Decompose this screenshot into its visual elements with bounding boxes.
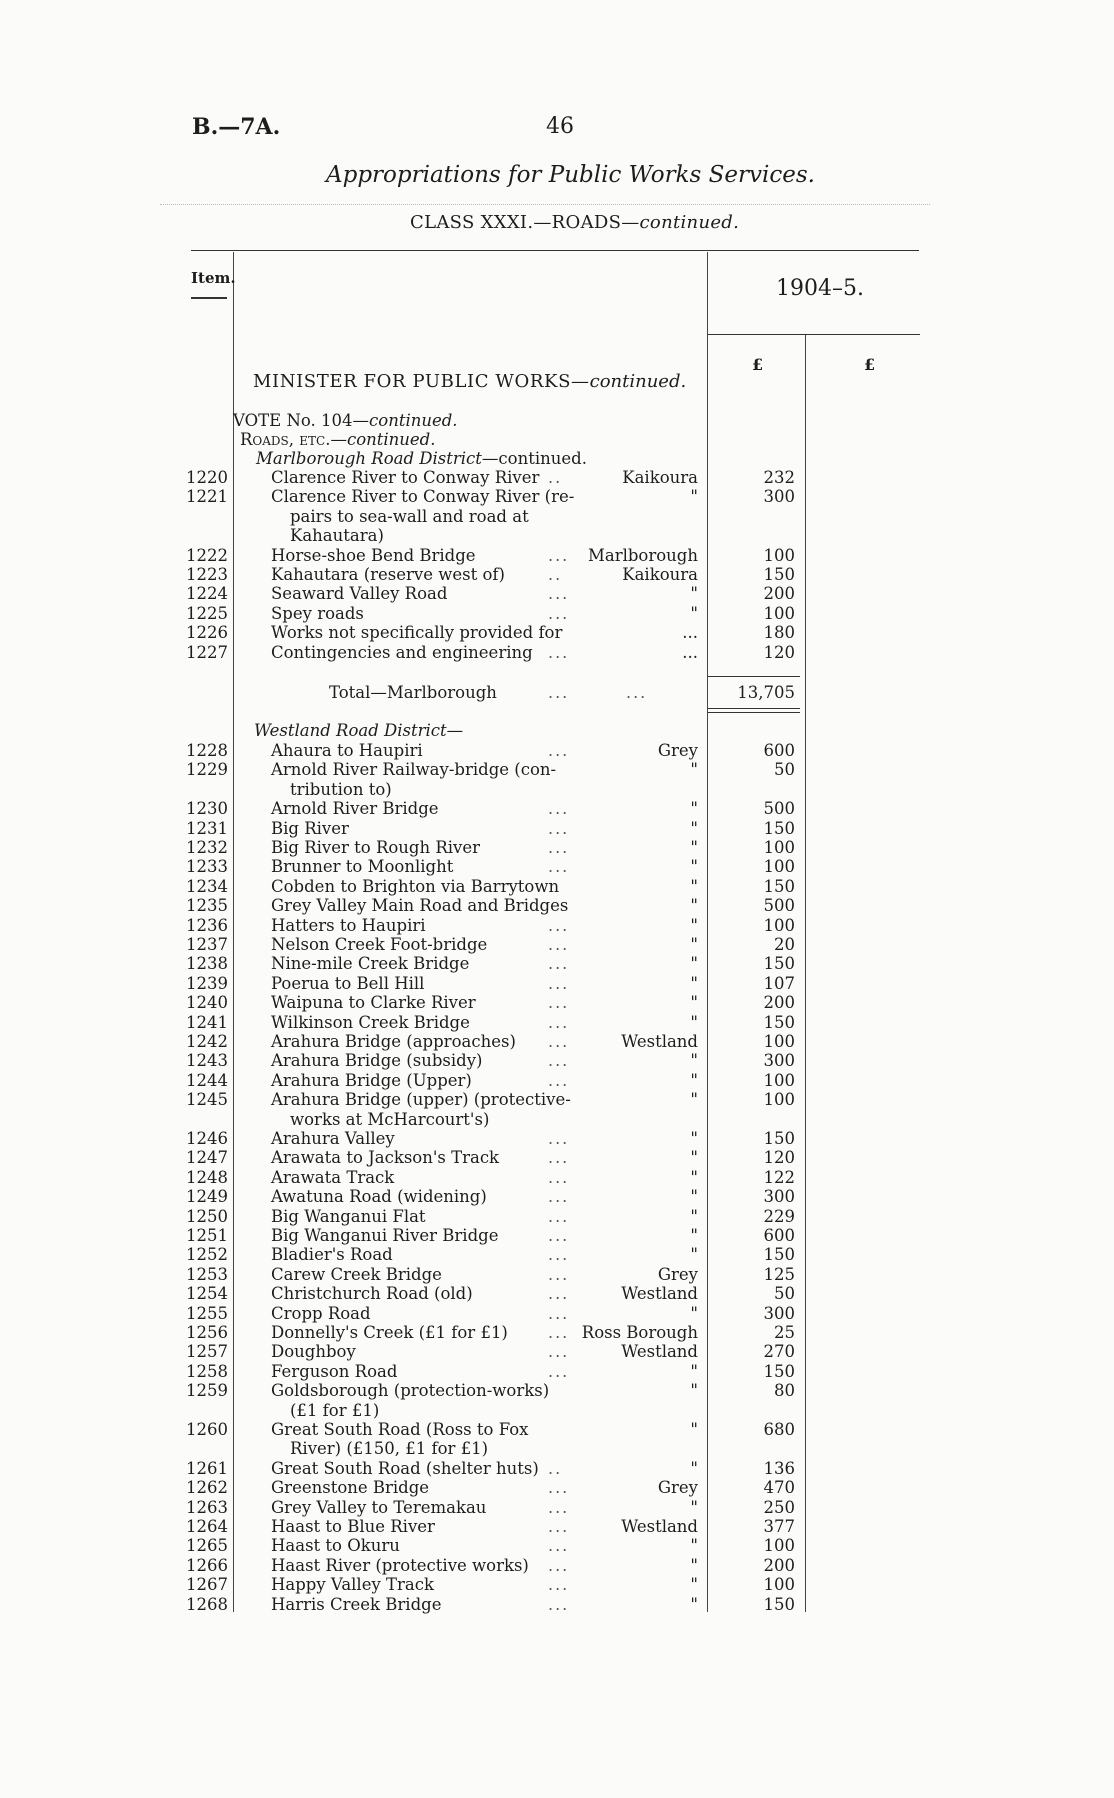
item-description: Waipuna to Clarke River [271, 993, 476, 1013]
currency-header-2: £ [864, 355, 876, 374]
class-heading: CLASS XXXI.—ROADS—continued. [410, 212, 740, 233]
item-number: 1231 [186, 818, 228, 838]
item-description: Arawata Track [271, 1167, 395, 1187]
amount: 100 [763, 857, 795, 877]
electoral-district: " [690, 603, 698, 623]
electoral-district: Kaikoura [622, 565, 698, 584]
amount: 120 [763, 642, 795, 662]
amount: 122 [763, 1167, 795, 1187]
item-description: Arahura Bridge (upper) (protective- [271, 1090, 571, 1110]
item-description: Nine-mile Creek Bridge [271, 954, 470, 974]
amount: 150 [763, 1594, 795, 1614]
item-number: 1268 [186, 1594, 228, 1614]
district-column-rule [707, 252, 708, 1612]
amount: 200 [763, 584, 795, 604]
amount: 150 [763, 565, 795, 584]
electoral-district: Marlborough [587, 545, 698, 565]
item-number: 1223 [186, 565, 228, 584]
electoral-district: " [690, 1381, 698, 1401]
leader-dots: ... [548, 1497, 570, 1517]
electoral-district: ... [682, 623, 698, 643]
leader-dots: ... [548, 1575, 570, 1595]
leader-dots: ... [548, 799, 570, 819]
item-number: 1228 [186, 741, 228, 760]
amount: 80 [774, 1381, 795, 1401]
item-number: 1235 [186, 896, 228, 916]
amount: 270 [763, 1342, 795, 1362]
leader-dots: ... [548, 1536, 570, 1556]
total-dots: ... [626, 683, 648, 702]
minister-heading: MINISTER FOR PUBLIC WORKS—continued. [253, 371, 687, 392]
item-number: 1232 [186, 838, 228, 857]
item-description: Donnelly's Creek (£1 for £1) [271, 1323, 508, 1342]
leader-dots: ... [548, 1032, 570, 1051]
item-number: 1238 [186, 954, 228, 974]
item-number: 1225 [186, 603, 228, 623]
item-description: Doughboy [271, 1342, 356, 1362]
electoral-district: Grey [657, 1264, 698, 1284]
amount: 136 [763, 1458, 795, 1478]
electoral-district: Ross Borough [581, 1323, 698, 1342]
item-description: Haast River (protective works) [271, 1555, 529, 1575]
amount: 377 [763, 1517, 795, 1536]
amount: 100 [763, 603, 795, 623]
amount: 200 [763, 1555, 795, 1575]
electoral-district: " [690, 1361, 698, 1381]
item-number: 1236 [186, 915, 228, 935]
item-number: 1263 [186, 1497, 228, 1517]
item-number: 1255 [186, 1303, 228, 1323]
item-header-rule [191, 297, 227, 299]
amount: 180 [763, 623, 795, 643]
item-number: 1259 [186, 1381, 228, 1401]
item-number: 1233 [186, 857, 228, 877]
item-description: Arahura Bridge (approaches) [271, 1032, 516, 1051]
item-number: 1241 [186, 1012, 228, 1032]
item-description: works at McHarcourt's) [290, 1109, 490, 1129]
leader-dots: ... [548, 1245, 570, 1265]
item-description: Goldsborough (protection-works) [271, 1381, 550, 1401]
item-description: Harris Creek Bridge [271, 1594, 442, 1614]
page-number: 46 [546, 114, 574, 139]
electoral-district: " [690, 876, 698, 896]
item-description: Kahautara (reserve west of) [271, 565, 505, 584]
item-number: 1266 [186, 1555, 228, 1575]
leader-dots: ... [548, 838, 570, 857]
item-description: Arnold River Bridge [271, 799, 439, 819]
total-label: Total—Marlborough [329, 683, 497, 702]
leader-dots: .. [548, 565, 563, 584]
leader-dots: ... [548, 603, 570, 623]
westland-heading: Westland Road District— [254, 721, 464, 740]
amount: 150 [763, 1361, 795, 1381]
year-underline [708, 334, 920, 335]
total-amount: 13,705 [737, 683, 795, 702]
electoral-district: " [690, 954, 698, 974]
total-rule [708, 712, 800, 713]
electoral-district: " [690, 760, 698, 780]
amount: 120 [763, 1148, 795, 1168]
currency-header-1: £ [752, 355, 764, 374]
electoral-district: ... [682, 642, 698, 662]
electoral-district: " [690, 584, 698, 604]
electoral-district: Westland [621, 1032, 698, 1051]
page-title: Appropriations for Public Works Services. [326, 162, 815, 188]
electoral-district: " [690, 1051, 698, 1071]
amount: 50 [774, 760, 795, 780]
item-number: 1249 [186, 1187, 228, 1207]
leader-dots: ... [548, 642, 570, 662]
item-description: Wilkinson Creek Bridge [271, 1012, 470, 1032]
item-number: 1242 [186, 1032, 228, 1051]
marlborough-heading: Marlborough Road District—continued. [256, 449, 587, 468]
electoral-district: " [690, 857, 698, 877]
leader-dots: ... [548, 1226, 570, 1245]
leader-dots: .. [548, 468, 563, 487]
item-number: 1256 [186, 1323, 228, 1342]
electoral-district: " [690, 1012, 698, 1032]
leader-dots: ... [548, 935, 570, 954]
item-description: Spey roads [271, 603, 364, 623]
item-number: 1265 [186, 1536, 228, 1556]
amount: 229 [763, 1206, 795, 1226]
item-number: 1224 [186, 584, 228, 604]
amount: 125 [763, 1264, 795, 1284]
item-number: 1230 [186, 799, 228, 819]
item-number: 1247 [186, 1148, 228, 1168]
electoral-district: Westland [621, 1517, 698, 1536]
item-description: Nelson Creek Foot-bridge [271, 935, 488, 954]
leader-dots: ... [548, 584, 570, 604]
amount: 200 [763, 993, 795, 1013]
item-description: Big Wanganui River Bridge [271, 1226, 499, 1245]
amount: 300 [763, 1303, 795, 1323]
item-number: 1253 [186, 1264, 228, 1284]
item-number: 1250 [186, 1206, 228, 1226]
item-description: (£1 for £1) [290, 1400, 380, 1420]
leader-dots: ... [548, 1148, 570, 1168]
item-description: Poerua to Bell Hill [271, 973, 425, 993]
electoral-district: " [690, 1167, 698, 1187]
item-description: Ahaura to Haupiri [271, 741, 423, 760]
item-column-header: Item. [191, 269, 236, 287]
item-number: 1229 [186, 760, 228, 780]
item-description: Christchurch Road (old) [271, 1284, 473, 1304]
item-description: Big River [271, 818, 349, 838]
item-description: Works not specifically provided for [271, 623, 563, 643]
electoral-district: " [690, 915, 698, 935]
item-number: 1237 [186, 935, 228, 954]
item-description: Awatuna Road (widening) [271, 1187, 487, 1207]
electoral-district: " [690, 1594, 698, 1614]
leader-dots: ... [548, 1342, 570, 1362]
amount: 150 [763, 876, 795, 896]
leader-dots: ... [548, 993, 570, 1013]
item-description: Cropp Road [271, 1303, 371, 1323]
electoral-district: " [690, 1206, 698, 1226]
item-description: Haast to Blue River [271, 1517, 435, 1536]
leader-dots: ... [548, 857, 570, 877]
total-rule [708, 708, 800, 709]
electoral-district: Westland [621, 1284, 698, 1304]
electoral-district: " [690, 487, 698, 507]
item-number: 1252 [186, 1245, 228, 1265]
item-number: 1262 [186, 1478, 228, 1498]
item-column-rule [233, 252, 234, 1612]
electoral-district: " [690, 1187, 698, 1207]
amount: 250 [763, 1497, 795, 1517]
item-number: 1240 [186, 993, 228, 1013]
item-description: Arnold River Railway-bridge (con- [271, 760, 557, 780]
item-description: River) (£150, £1 for £1) [290, 1439, 489, 1459]
amount: 150 [763, 1245, 795, 1265]
item-number: 1245 [186, 1090, 228, 1110]
item-number: 1221 [186, 487, 228, 507]
electoral-district: " [690, 993, 698, 1013]
amount: 107 [763, 973, 795, 993]
amount: 100 [763, 915, 795, 935]
item-description: tribution to) [290, 779, 392, 799]
item-description: pairs to sea-wall and road at [290, 506, 529, 526]
leader-dots: ... [548, 973, 570, 993]
item-description: Horse-shoe Bend Bridge [271, 545, 476, 565]
item-description: Big Wanganui Flat [271, 1206, 426, 1226]
item-description: Clarence River to Conway River [271, 468, 540, 487]
item-description: Haast to Okuru [271, 1536, 400, 1556]
amount: 600 [763, 1226, 795, 1245]
item-description: Arahura Bridge (subsidy) [271, 1051, 483, 1071]
amount: 470 [763, 1478, 795, 1498]
electoral-district: " [690, 1575, 698, 1595]
item-number: 1244 [186, 1070, 228, 1090]
amount: 100 [763, 1032, 795, 1051]
amount: 300 [763, 487, 795, 507]
amount-column-rule [805, 334, 806, 1612]
leader-dots: ... [548, 1264, 570, 1284]
amount: 100 [763, 838, 795, 857]
item-description: Bladier's Road [271, 1245, 393, 1265]
amount: 100 [763, 545, 795, 565]
year-header: 1904–5. [776, 276, 864, 301]
item-number: 1251 [186, 1226, 228, 1245]
item-number: 1257 [186, 1342, 228, 1362]
leader-dots: ... [548, 1070, 570, 1090]
leader-dots: ... [548, 1129, 570, 1148]
electoral-district: " [690, 1226, 698, 1245]
title-divider [160, 204, 930, 205]
leader-dots: ... [548, 1303, 570, 1323]
amount: 300 [763, 1051, 795, 1071]
vote-heading: VOTE No. 104—continued. [233, 411, 458, 430]
item-description: Clarence River to Conway River (re- [271, 487, 575, 507]
item-number: 1227 [186, 642, 228, 662]
item-description: Contingencies and engineering [271, 642, 533, 662]
item-number: 1258 [186, 1361, 228, 1381]
item-description: Hatters to Haupiri [271, 915, 426, 935]
electoral-district: " [690, 1070, 698, 1090]
electoral-district: " [690, 1536, 698, 1556]
electoral-district: " [690, 973, 698, 993]
leader-dots: .. [548, 1458, 563, 1478]
total-dots: ... [548, 683, 570, 702]
item-number: 1261 [186, 1458, 228, 1478]
amount: 20 [774, 935, 795, 954]
item-number: 1239 [186, 973, 228, 993]
item-number: 1226 [186, 623, 228, 643]
amount: 50 [774, 1284, 795, 1304]
electoral-district: " [690, 799, 698, 819]
electoral-district: Grey [657, 741, 698, 760]
item-description: Happy Valley Track [271, 1575, 435, 1595]
leader-dots: ... [548, 1361, 570, 1381]
electoral-district: " [690, 838, 698, 857]
leader-dots: ... [548, 1594, 570, 1614]
leader-dots: ... [548, 1012, 570, 1032]
amount: 680 [763, 1420, 795, 1439]
item-description: Brunner to Moonlight [271, 857, 454, 877]
item-description: Grey Valley Main Road and Bridges [271, 896, 569, 916]
electoral-district: " [690, 1245, 698, 1265]
electoral-district: " [690, 1148, 698, 1168]
amount: 150 [763, 1012, 795, 1032]
electoral-district: " [690, 935, 698, 954]
electoral-district: " [690, 1129, 698, 1148]
amount: 150 [763, 1129, 795, 1148]
amount: 500 [763, 896, 795, 916]
amount: 25 [774, 1323, 795, 1342]
amount: 100 [763, 1070, 795, 1090]
item-description: Seaward Valley Road [271, 584, 448, 604]
item-description: Greenstone Bridge [271, 1478, 430, 1498]
amount: 100 [763, 1090, 795, 1110]
item-number: 1234 [186, 876, 228, 896]
item-number: 1254 [186, 1284, 228, 1304]
amount: 600 [763, 741, 795, 760]
item-number: 1267 [186, 1575, 228, 1595]
electoral-district: Kaikoura [622, 468, 698, 487]
amount: 232 [763, 468, 795, 487]
electoral-district: " [690, 818, 698, 838]
amount: 300 [763, 1187, 795, 1207]
electoral-district: Westland [621, 1342, 698, 1362]
leader-dots: ... [548, 1323, 570, 1342]
amount: 500 [763, 799, 795, 819]
leader-dots: ... [548, 1051, 570, 1071]
leader-dots: ... [548, 1167, 570, 1187]
item-description: Big River to Rough River [271, 838, 481, 857]
electoral-district: " [690, 1090, 698, 1110]
item-description: Arahura Bridge (Upper) [271, 1070, 472, 1090]
leader-dots: ... [548, 954, 570, 974]
subtotal-rule [708, 676, 800, 677]
item-number: 1222 [186, 545, 228, 565]
leader-dots: ... [548, 818, 570, 838]
item-number: 1248 [186, 1167, 228, 1187]
leader-dots: ... [548, 741, 570, 760]
electoral-district: " [690, 1555, 698, 1575]
leader-dots: ... [548, 915, 570, 935]
item-description: Ferguson Road [271, 1361, 398, 1381]
item-description: Great South Road (Ross to Fox [271, 1420, 529, 1439]
item-description: Grey Valley to Teremakau [271, 1497, 487, 1517]
amount: 100 [763, 1575, 795, 1595]
item-number: 1260 [186, 1420, 228, 1439]
leader-dots: ... [548, 545, 570, 565]
item-description: Cobden to Brighton via Barrytown [271, 876, 560, 896]
leader-dots: ... [548, 1555, 570, 1575]
electoral-district: " [690, 1497, 698, 1517]
amount: 100 [763, 1536, 795, 1556]
item-description: Great South Road (shelter huts) [271, 1458, 539, 1478]
electoral-district: Grey [657, 1478, 698, 1498]
item-number: 1246 [186, 1129, 228, 1148]
electoral-district: " [690, 1458, 698, 1478]
item-number: 1243 [186, 1051, 228, 1071]
leader-dots: ... [548, 1478, 570, 1498]
amount: 150 [763, 818, 795, 838]
leader-dots: ... [548, 1206, 570, 1226]
item-description: Kahautara) [290, 526, 384, 546]
document-code: B.—7A. [192, 114, 281, 140]
leader-dots: ... [548, 1187, 570, 1207]
item-number: 1264 [186, 1517, 228, 1536]
item-description: Arawata to Jackson's Track [271, 1148, 500, 1168]
table-top-rule [191, 250, 919, 251]
amount: 150 [763, 954, 795, 974]
section-heading: Roads, etc.—continued. [240, 430, 436, 449]
leader-dots: ... [548, 1284, 570, 1304]
electoral-district: " [690, 1303, 698, 1323]
item-description: Arahura Valley [271, 1129, 395, 1148]
leader-dots: ... [548, 1517, 570, 1536]
electoral-district: " [690, 1420, 698, 1439]
item-number: 1220 [186, 468, 228, 487]
electoral-district: " [690, 896, 698, 916]
item-description: Carew Creek Bridge [271, 1264, 442, 1284]
